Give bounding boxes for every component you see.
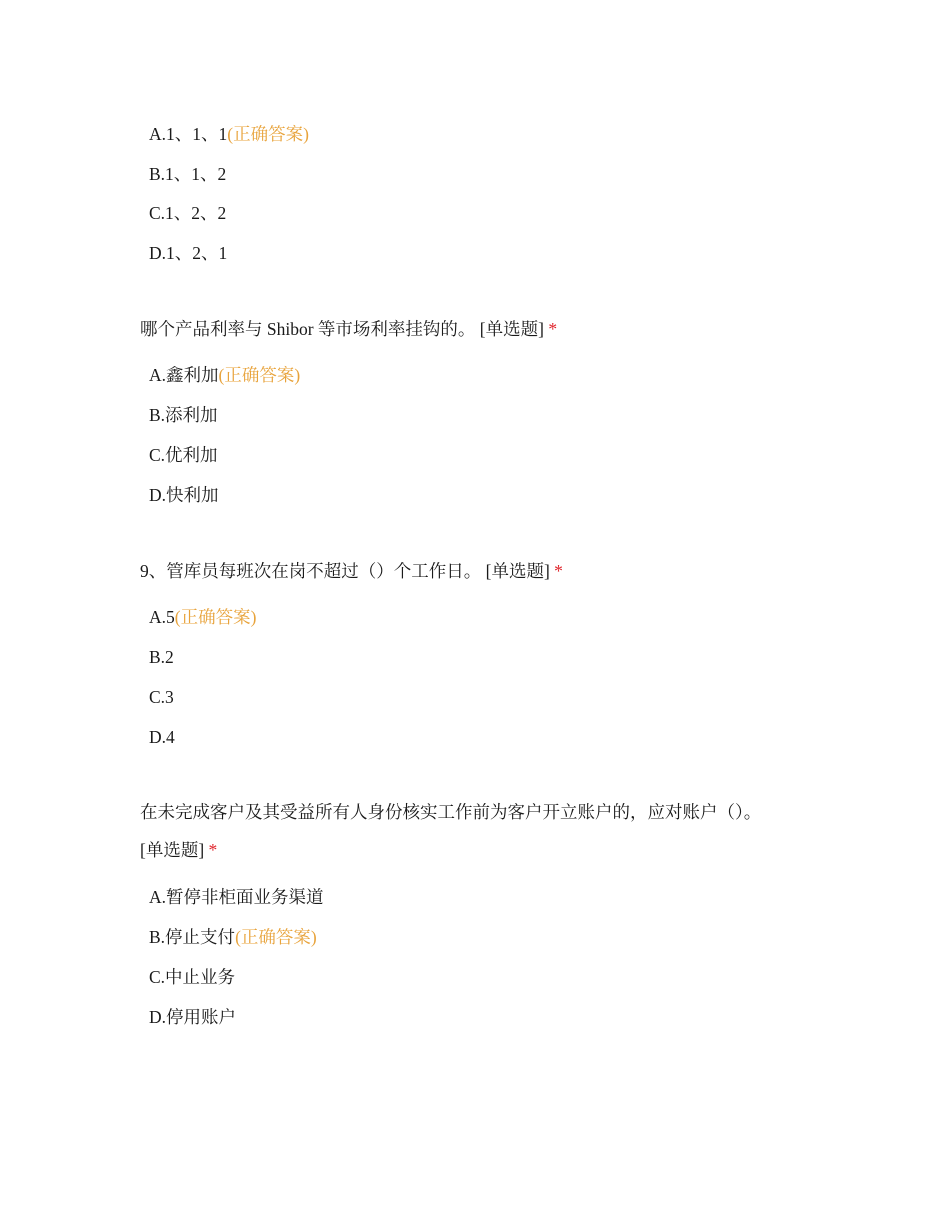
required-mark: *: [554, 561, 563, 581]
question-type: [单选题]: [140, 840, 205, 860]
option-a: A.鑫利加(正确答案): [149, 365, 301, 385]
question-title: 哪个产品利率与 Shibor 等市场利率挂钩的。 [单选题] *: [140, 319, 558, 339]
option-b: B.2: [149, 647, 174, 667]
correct-answer-tag: (正确答案): [227, 124, 309, 144]
option-d: D.快利加: [149, 485, 219, 505]
option-b: B.停止支付(正确答案): [149, 927, 317, 947]
question-title: 9、管库员每班次在岗不超过（）个工作日。 [单选题] *: [140, 561, 563, 581]
option-c: C.1、2、2: [149, 203, 227, 223]
correct-answer-tag: (正确答案): [218, 365, 301, 385]
correct-answer-tag: (正确答案): [235, 927, 317, 947]
question-type: [单选题]: [485, 561, 550, 581]
option-c: C.3: [149, 687, 174, 707]
required-mark: *: [548, 319, 558, 339]
option-b: B.添利加: [149, 405, 218, 425]
option-a: A.1、1、1(正确答案): [149, 124, 309, 144]
correct-answer-tag: (正确答案): [174, 607, 257, 627]
question-type: [单选题]: [479, 319, 544, 339]
option-d: D.1、2、1: [149, 243, 228, 263]
option-d: D.停用账户: [149, 1007, 237, 1027]
option-a: A.暂停非柜面业务渠道: [149, 887, 324, 907]
required-mark: *: [208, 840, 218, 860]
option-c: C.中止业务: [149, 967, 236, 987]
option-a: A.5(正确答案): [149, 607, 257, 627]
option-c: C.优利加: [149, 445, 218, 465]
option-d: D.4: [149, 727, 175, 747]
question-title: 在未完成客户及其受益所有人身份核实工作前为客户开立账户的，应对账户（）。 [单选题] *: [140, 802, 762, 860]
option-b: B.1、1、2: [149, 164, 227, 184]
